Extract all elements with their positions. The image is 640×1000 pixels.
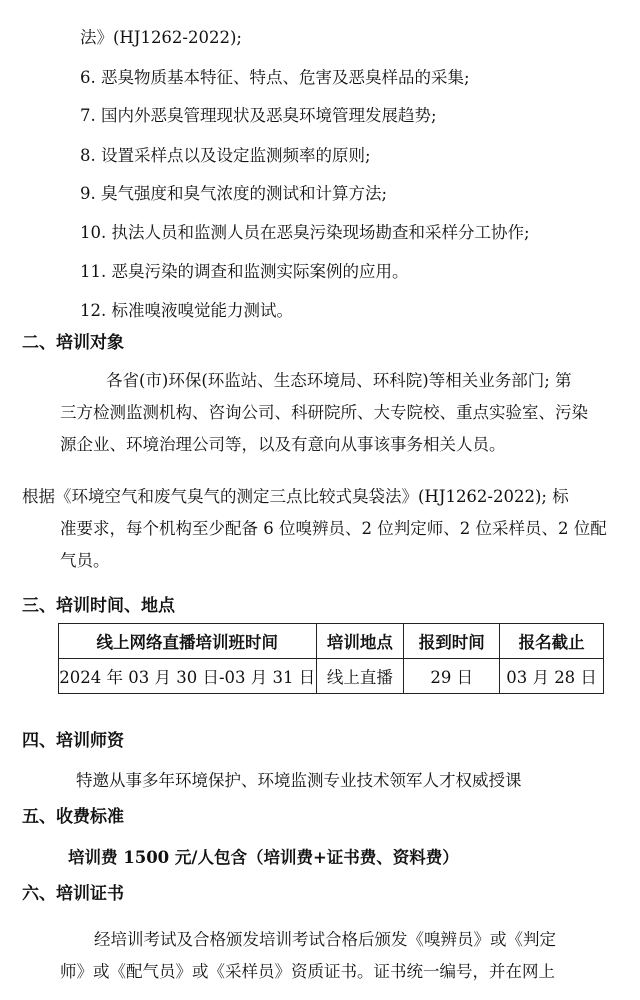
table-row	[59, 659, 604, 694]
table-header-cell: 线上网络直播培训班时间	[59, 624, 317, 659]
section-heading-instructors: 四、培训师资	[22, 731, 124, 751]
paragraph-line: 师》或《配气员》或《采样员》资质证书。证书统一编号，并在网上	[60, 962, 555, 981]
list-item: 11. 恶臭污染的调查和监测实际案例的应用。	[80, 262, 409, 281]
fee-text: 培训费 1500 元/人包含（培训费+证书费、资料费）	[68, 848, 459, 867]
paragraph-line: 源企业、环境治理公司等，以及有意向从事该事务相关人员。	[60, 435, 506, 454]
paragraph-line: 根据《环境空气和废气臭气的测定三点比较式臭袋法》(HJ1262-2022); 标	[22, 487, 569, 506]
table-header-cell: 报到时间	[404, 624, 500, 659]
list-item: 8. 设置采样点以及设定监测频率的原则;	[80, 146, 371, 165]
list-item: 12. 标准嗅液嗅觉能力测试。	[80, 301, 293, 320]
section-heading-schedule: 三、培训时间、地点	[22, 596, 175, 616]
list-item: 10. 执法人员和监测人员在恶臭污染现场勘查和采样分工协作;	[80, 223, 530, 242]
table-cell: 2024 年 03 月 30 日-03 月 31 日	[59, 659, 317, 694]
table-cell: 线上直播	[316, 659, 404, 694]
table-header-row	[59, 624, 604, 659]
table-cell: 03 月 28 日	[500, 659, 604, 694]
list-item: 7. 国内外恶臭管理现状及恶臭环境管理发展趋势;	[80, 106, 437, 125]
instructors-text: 特邀从事多年环境保护、环境监测专业技术领军人才权威授课	[76, 771, 522, 790]
paragraph-line: 三方检测监测机构、咨询公司、科研院所、大专院校、重点实验室、污染	[60, 403, 588, 422]
list-item: 法》(HJ1262-2022);	[80, 28, 242, 47]
schedule-table	[58, 623, 604, 694]
paragraph-line: 准要求，每个机构至少配备 6 位嗅辨员、2 位判定师、2 位采样员、2 位配	[60, 519, 607, 538]
paragraph-line: 经培训考试及合格颁发培训考试合格后颁发《嗅辨员》或《判定	[94, 930, 556, 949]
paragraph-certificate	[22, 924, 622, 988]
list-item: 9. 臭气强度和臭气浓度的测试和计算方法;	[80, 184, 388, 203]
paragraph-line: 各省(市)环保(环监站、生态环境局、环科院)等相关业务部门; 第	[106, 371, 572, 390]
table-header-cell: 培训地点	[316, 624, 404, 659]
table-cell: 29 日	[404, 659, 500, 694]
section-heading-targets: 二、培训对象	[22, 333, 124, 353]
list-item: 6. 恶臭物质基本特征、特点、危害及恶臭样品的采集;	[80, 68, 470, 87]
section-heading-certificate: 六、培训证书	[22, 884, 124, 904]
paragraph-targets	[60, 365, 622, 461]
paragraph-standard	[22, 481, 622, 577]
paragraph-line: 气员。	[60, 551, 110, 570]
table-header-cell: 报名截止	[500, 624, 604, 659]
section-heading-fees: 五、收费标准	[22, 807, 124, 827]
